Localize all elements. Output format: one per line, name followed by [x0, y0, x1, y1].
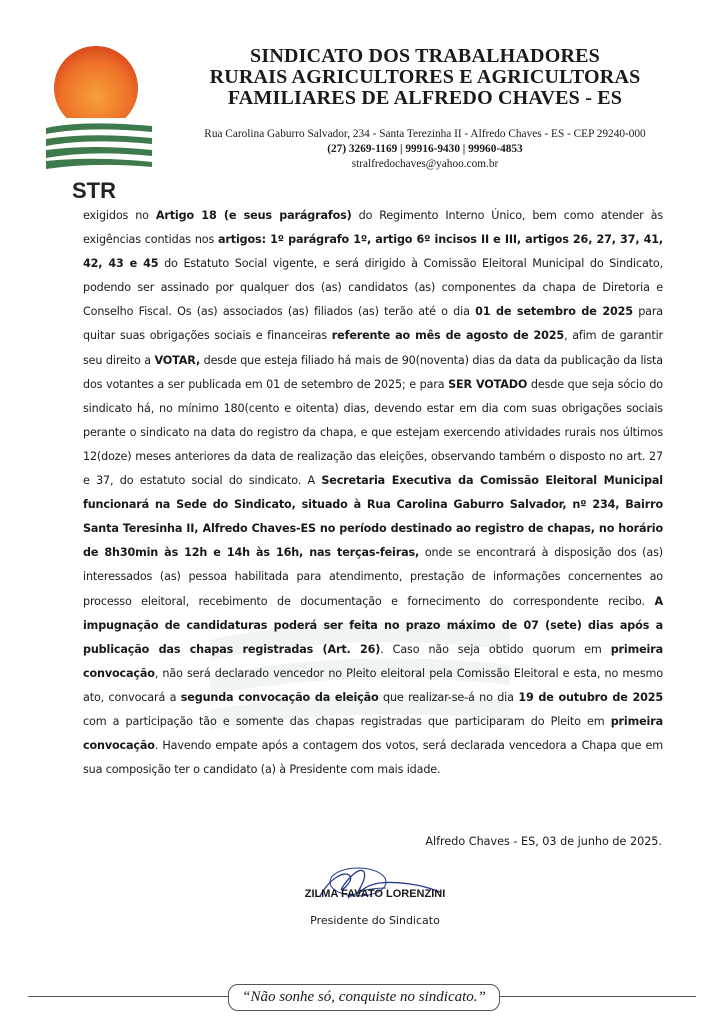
- body-bold: 19 de outubro de 2025: [518, 690, 663, 704]
- body-bold: referente ao mês de agosto de 2025: [331, 329, 565, 343]
- body-text: do Estatuto Social vigente, e será dirigido à Comissão Eleitoral Municipal do Sindicato, podendo ser assinado por qualquer dos (as) candidatos (as) componentes da chapa de Diretoria e Conselho Fiscal. Os (as) associados (as) filiados (as) terão até o dia: [83, 257, 664, 319]
- body-bold: artigos: 1º parágrafo 1º, artigo 6º incisos II e III, artigos 26, 27, 37, 41, 42, 43 e 45: [83, 233, 664, 271]
- body-text: desde que seja sócio do sindicato há, no mínimo 180(cento e oitenta) dias, devendo estar em dia com suas obrigações sociais perante o sindicato na data do registro da chapa, e que estejam exercendo atividades rurais nos últimos 12(doze) meses anteriores da data de realização das eleições, observando também o disposto no art. 27 e 37, do estatuto social do sindicato. A: [83, 377, 663, 488]
- body-text: para quitar suas obrigações sociais e financeiras: [83, 305, 664, 343]
- footer-motto: “Não sonhe só, conquiste no sindicato.”: [228, 984, 500, 1011]
- org-address: Rua Carolina Gaburro Salvador, 234 - Santa Terezinha II - Alfredo Chaves - ES - CEP 29240-000: [204, 128, 646, 140]
- body-text: exigidos no: [83, 209, 156, 222]
- body-text: , afim de garantir seu direito a: [83, 329, 663, 367]
- body-bold: Artigo 18 (e seus parágrafos): [155, 209, 352, 222]
- body-text: , não será declarado vencedor no Pleito eleitoral pela Comissão Eleitoral e esta, no mesmo ato, convocará a: [83, 666, 663, 704]
- signatory-role: Presidente do Sindicato: [310, 914, 440, 927]
- body-bold: Secretaria Executiva da Comissão Eleitoral Municipal funcionará na Sede do Sindicato, situado à Rua Carolina Gaburro Salvador, nº 234, Bairro Santa Teresinha II, Alfredo Chaves-ES no período destinado ao registro de chapas, no horário de 8h30min às 12h e 14h às 16h, nas terças-feiras,: [83, 474, 663, 560]
- body-text: . Caso não seja obtido quorum em: [380, 642, 611, 656]
- org-name-line-2: RURAIS AGRICULTORES E AGRICULTORAS: [209, 66, 641, 88]
- body-text: desde que esteja filiado há mais de 90(noventa) dias da data da publicação da lista dos votantes a ser publicada em 01 de setembro de 2025; e para: [83, 353, 663, 391]
- body-bold: SER VOTADO: [448, 377, 528, 391]
- str-logo-text: STR: [72, 178, 116, 203]
- body-bold: A impugnação de candidaturas poderá ser feita no prazo máximo de 07 (sete) dias após a publicação das chapas registradas (Art. 26): [83, 594, 663, 656]
- body-text: do Regimento Interno Único, bem como atender às exigências contidas nos: [83, 209, 664, 247]
- date-line: Alfredo Chaves - ES, 03 de junho de 2025.: [425, 835, 662, 848]
- letterhead: [170, 46, 680, 172]
- body-bold: primeira convocação: [83, 714, 663, 753]
- body-bold: VOTAR,: [154, 353, 201, 367]
- notice-body: [83, 204, 663, 782]
- org-email: stralfredochaves@yahoo.com.br: [351, 158, 499, 170]
- notice-paragraph: [83, 204, 663, 782]
- body-text: onde se encontrará à disposição dos (as) interessados (as) pessoa habilitada para atendimento, prestação de informações concernentes ao processo eleitoral, recebimento de documentação e fornecimento do correspondente recibo.: [83, 546, 663, 608]
- signatory-name: ZILMA FAVATO LORENZINI: [304, 888, 446, 900]
- body-text: com a participação tão e somente das chapas registradas que participaram do Pleito em: [83, 714, 611, 728]
- body-text: . Havendo empate após a contagem dos votos, será declarada vencedora a Chapa que em sua composição ter o candidato (a) à Presidente com mais idade.: [83, 739, 663, 777]
- body-bold: 01 de setembro de 2025: [475, 305, 633, 319]
- str-logo: [44, 40, 154, 205]
- body-text: que realizar-se-á no dia: [378, 690, 519, 704]
- org-name-line-1: SINDICATO DOS TRABALHADORES: [250, 45, 600, 67]
- org-name-line-3: FAMILIARES DE ALFREDO CHAVES - ES: [227, 87, 623, 109]
- handwritten-signature: [290, 858, 460, 908]
- body-bold: primeira convocação: [83, 642, 664, 680]
- org-phones: (27) 3269-1169 | 99916-9430 | 99960-4853: [327, 143, 523, 155]
- body-bold: segunda convocação da eleição: [180, 690, 379, 704]
